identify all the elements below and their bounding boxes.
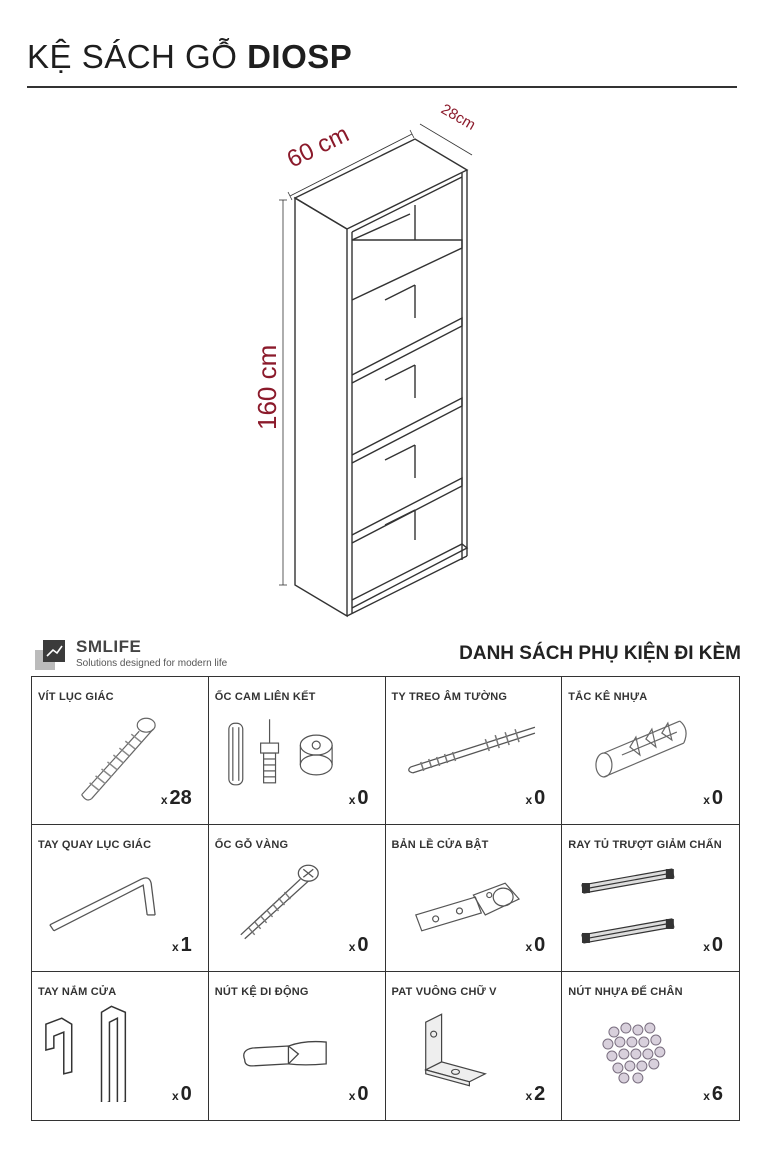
brand-tagline: Solutions designed for modern life [76, 658, 228, 669]
accessory-name: ỐC GỖ VÀNG [214, 838, 289, 851]
smlife-logo-icon [35, 640, 65, 670]
accessory-name: ỐC CAM LIÊN KẾT [214, 691, 316, 703]
accessory-name: PAT VUÔNG CHỮ V [391, 986, 497, 999]
accessory-item [562, 972, 739, 1120]
accessory-quantity: x 0 [525, 934, 546, 957]
accessory-quantity: x 28 [160, 786, 192, 809]
shelf-left-side [295, 198, 347, 616]
accessory-item [32, 972, 209, 1120]
width-dimension: 60 cm [282, 120, 354, 174]
depth-dimension: 28cm [438, 100, 479, 134]
accessory-name: BẢN LỀ CỬA BẬT [391, 838, 489, 851]
page-title [27, 38, 352, 76]
accessory-item [562, 677, 739, 825]
accessory-name: VÍT LỤC GIÁC [38, 691, 114, 703]
accessory-quantity: x 1 [171, 934, 192, 957]
shelf-base-edge [347, 556, 467, 616]
accessory-quantity: x 0 [348, 786, 369, 809]
accessory-item [32, 677, 209, 825]
accessory-item [386, 677, 563, 825]
accessory-item [386, 972, 563, 1120]
accessory-name: NÚT KỆ DI ĐỘNG [214, 986, 309, 999]
accessory-list-title: DANH SÁCH PHỤ KIỆN ĐI KÈM [459, 643, 741, 664]
accessory-quantity: x 0 [703, 934, 723, 957]
shelf-board-3 [352, 398, 462, 463]
brand-name: SMLIFE [76, 637, 142, 656]
shelf-board-2 [352, 318, 462, 383]
accessory-item [209, 972, 386, 1120]
accessory-name: RAY TỦ TRƯỢT GIẢM CHẤN [568, 838, 722, 851]
accessory-item [209, 825, 386, 973]
accessory-quantity: x 6 [703, 1083, 723, 1105]
bookshelf-drawing [230, 96, 510, 626]
accessory-name: TY TREO ÂM TƯỜNG [391, 691, 508, 703]
accessory-grid [31, 676, 740, 1121]
accessory-quantity: x 0 [171, 1083, 192, 1105]
shelf-board-5 [352, 544, 467, 608]
accessory-quantity: x 0 [703, 786, 723, 809]
accessory-item [209, 677, 386, 825]
title-model: DIOSP [247, 38, 353, 75]
accessory-name: TAY NẮM CỬA [38, 986, 117, 999]
shelf-board-4 [352, 478, 462, 543]
shelf-board-1 [352, 240, 462, 300]
title-divider [27, 86, 737, 88]
accessory-name: TẮC KÊ NHỰA [568, 691, 648, 703]
accessory-quantity: x 0 [348, 1083, 369, 1105]
height-dimension: 160 cm [252, 344, 282, 430]
brand-logo [35, 636, 295, 672]
accessory-quantity: x 2 [525, 1083, 546, 1105]
accessory-item [32, 825, 209, 973]
accessory-name: TAY QUAY LỤC GIÁC [38, 838, 152, 851]
title-prefix: KỆ SÁCH GỖ [27, 38, 238, 75]
accessory-item [562, 825, 739, 973]
accessory-name: NÚT NHỰA ĐẾ CHÂN [568, 986, 683, 999]
accessory-quantity: x 0 [525, 786, 546, 809]
accessory-quantity: x 0 [348, 934, 369, 957]
accessory-item [386, 825, 563, 973]
